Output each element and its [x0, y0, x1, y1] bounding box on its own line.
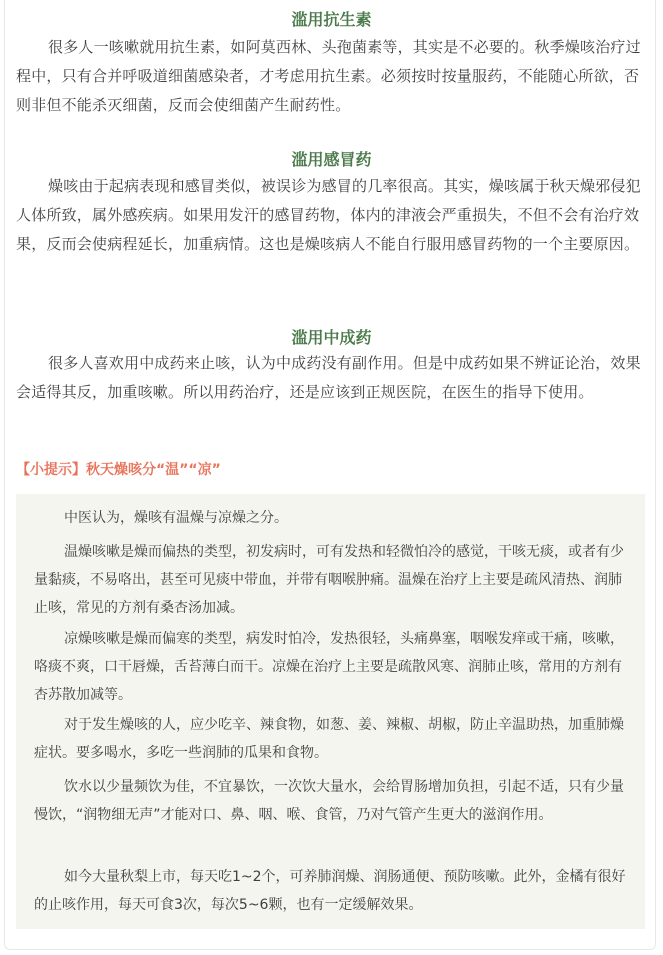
tip-paragraph: 凉燥咳嗽是燥而偏寒的类型，病发时怕冷，发热很轻，头痛鼻塞，咽喉发痒或干痛，咳嗽，咯痰不爽，口干唇燥，舌苔薄白而干。凉燥在治疗上主要是疏散风寒、润肺止咳，常用的方剂有杏苏散加减等。	[34, 631, 624, 703]
section-body-cold-medicine: 燥咳由于起病表现和感冒类似，被误诊为感冒的几率很高。其实，燥咳属于秋天燥邪侵犯人体所致，属外感疾病。如果用发汗的感冒药物，体内的津液会严重损失，不但不会有治疗效果，反而会使病程延长，加重病情。这也是燥咳病人不能自行服用感冒药物的一个主要原因。	[16, 177, 641, 253]
section-body-antibiotics: 很多人一咳嗽就用抗生素，如阿莫西林、头孢菌素等，其实是不必要的。秋季燥咳治疗过程中，只有合并呼吸道细菌感染者，才考虑用抗生素。必须按时按量服药，不能随心所欲，否则非但不能杀灭细菌，反而会使细菌产生耐药性。	[16, 38, 641, 114]
section-body-patent-medicine: 很多人喜欢用中成药来止咳，认为中成药没有副作用。但是中成药如果不辨证论治，效果会适得其反，加重咳嗽。所以用药治疗，还是应该到正规医院，在医生的指导下使用。	[16, 354, 641, 401]
tip-paragraph: 如今大量秋梨上市，每天吃1~2个，可养肺润燥、润肠通便、预防咳嗽。此外，金橘有很好的止咳作用，每天可食3次，每次5~6颗，也有一定缓解效果。	[34, 869, 626, 913]
section-title-cold-medicine: 滥用感冒药	[291, 150, 372, 169]
tip-paragraph: 中医认为，燥咳有温燥与凉燥之分。	[64, 510, 288, 526]
tip-paragraph: 饮水以少量频饮为佳，不宜暴饮，一次饮大量水，会给胃肠增加负担，引起不适，只有少量慢饮，“润物细无声”才能对口、鼻、咽、喉、食管，乃对气管产生更大的滋润作用。	[34, 779, 624, 823]
tip-heading: 【小提示】秋天燥咳分“温”“凉”	[16, 462, 221, 478]
tip-paragraph: 温燥咳嗽是燥而偏热的类型，初发病时，可有发热和轻微怕冷的感觉，干咳无痰，或者有少量黏痰，不易咯出，甚至可见痰中带血，并带有咽喉肿痛。温燥在治疗上主要是疏风清热、润肺止咳，常见的方剂有桑杏汤加减。	[34, 544, 624, 616]
section-title-patent-medicine: 滥用中成药	[291, 328, 372, 347]
tip-paragraph: 对于发生燥咳的人，应少吃辛、辣食物，如葱、姜、辣椒、胡椒，防止辛温助热，加重肺燥症状。要多喝水，多吃一些润肺的瓜果和食物。	[34, 717, 624, 761]
section-title-antibiotics: 滥用抗生素	[291, 10, 372, 29]
